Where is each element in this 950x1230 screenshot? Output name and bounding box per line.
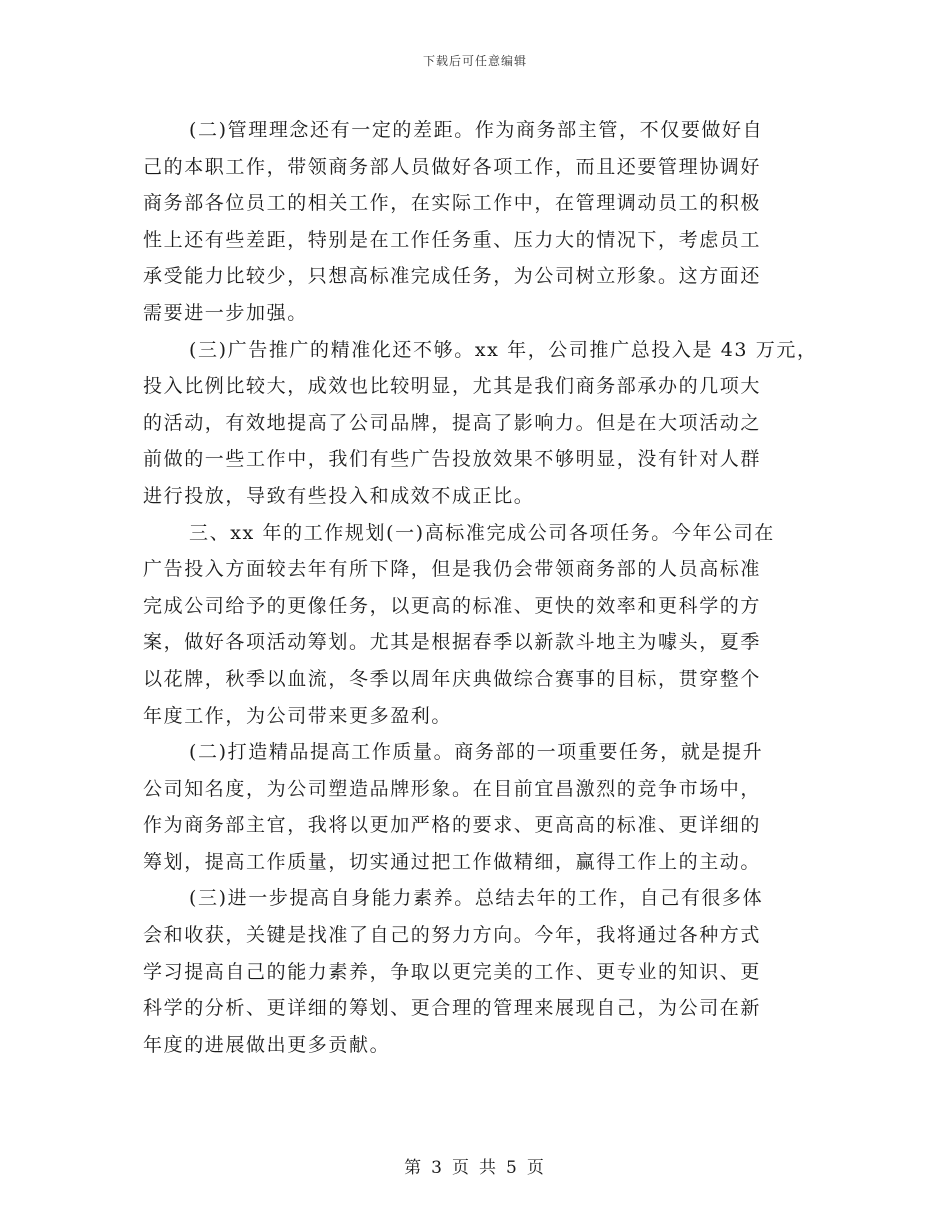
text-line: 承受能力比较少，只想高标准完成任务，为公司树立形象。这方面还 — [143, 265, 762, 288]
text-line: (二)打造精品提高工作质量。商务部的一项重要任务，就是提升 — [189, 741, 764, 764]
text-line: 需要进一步加强。 — [143, 301, 308, 324]
text-line: 学习提高自己的能力素养，争取以更完美的工作、更专业的知识、更 — [143, 960, 762, 983]
text-line: 广告投入方面较去年有所下降，但是我仍会带领商务部的人员高标准 — [143, 558, 762, 581]
text-line: (三)广告推广的精准化还不够。xx 年，公司推广总投入是 43 万元， — [189, 338, 818, 361]
text-line: (三)进一步提高自身能力素养。总结去年的工作，自己有很多体 — [189, 887, 764, 910]
text-line: 案，做好各项活动筹划。尤其是根据春季以新款斗地主为噱头，夏季 — [143, 631, 762, 654]
text-line: 公司知名度，为公司塑造品牌形象。在目前宜昌激烈的竞争市场中， — [143, 777, 762, 800]
document-body — [143, 112, 823, 1063]
text-line: 进行投放，导致有些投入和成效不成正比。 — [143, 484, 535, 507]
footer-suffix: 页 — [526, 1158, 546, 1178]
text-line: (二)管理理念还有一定的差距。作为商务部主管，不仅要做好自 — [189, 119, 764, 141]
text-line: 己的本职工作，带领商务部人员做好各项工作，而且还要管理协调好 — [143, 155, 762, 178]
text-line: 筹划，提高工作质量，切实通过把工作做精细，赢得工作上的主动。 — [143, 850, 762, 873]
footer-prefix: 第 — [404, 1158, 424, 1178]
text-line: 三、xx 年的工作规划(一)高标准完成公司各项任务。今年公司在 — [189, 521, 775, 544]
text-line: 投入比例比较大，成效也比较明显，尤其是我们商务部承办的几项大 — [143, 375, 762, 398]
text-line: 性上还有些差距，特别是在工作任务重、压力大的情况下，考虑员工 — [143, 228, 762, 251]
footer-current-page: 3 — [431, 1158, 444, 1178]
footer-total-pages: 5 — [506, 1158, 519, 1178]
text-line: 科学的分析、更详细的筹划、更合理的管理来展现自己，为公司在新 — [143, 997, 762, 1020]
text-line: 的活动，有效地提高了公司品牌，提高了影响力。但是在大项活动之 — [143, 411, 762, 434]
footer-page-label: 页 — [452, 1158, 471, 1178]
page-footer — [0, 1153, 950, 1178]
text-line: 会和收获，关键是找准了自己的努力方向。今年，我将通过各种方式 — [143, 924, 762, 947]
text-line: 商务部各位员工的相关工作，在实际工作中，在管理调动员工的积极 — [143, 192, 762, 215]
text-line: 以花牌，秋季以血流，冬季以周年庆典做综合赛事的目标，贯穿整个 — [143, 667, 762, 690]
text-line: 年度的进展做出更多贡献。 — [143, 1033, 391, 1056]
header-note: 下载后可任意编辑 — [422, 54, 527, 68]
text-line: 年度工作，为公司带来更多盈利。 — [143, 704, 453, 727]
text-line: 完成公司给予的更像任务，以更高的标准、更快的效率和更科学的方 — [143, 594, 762, 617]
text-line: 前做的一些工作中，我们有些广告投放效果不够明显，没有针对人群 — [143, 448, 762, 471]
text-line: 作为商务部主官，我将以更加严格的要求、更高高的标准、更详细的 — [143, 814, 762, 837]
footer-total-label: 共 — [479, 1158, 498, 1178]
